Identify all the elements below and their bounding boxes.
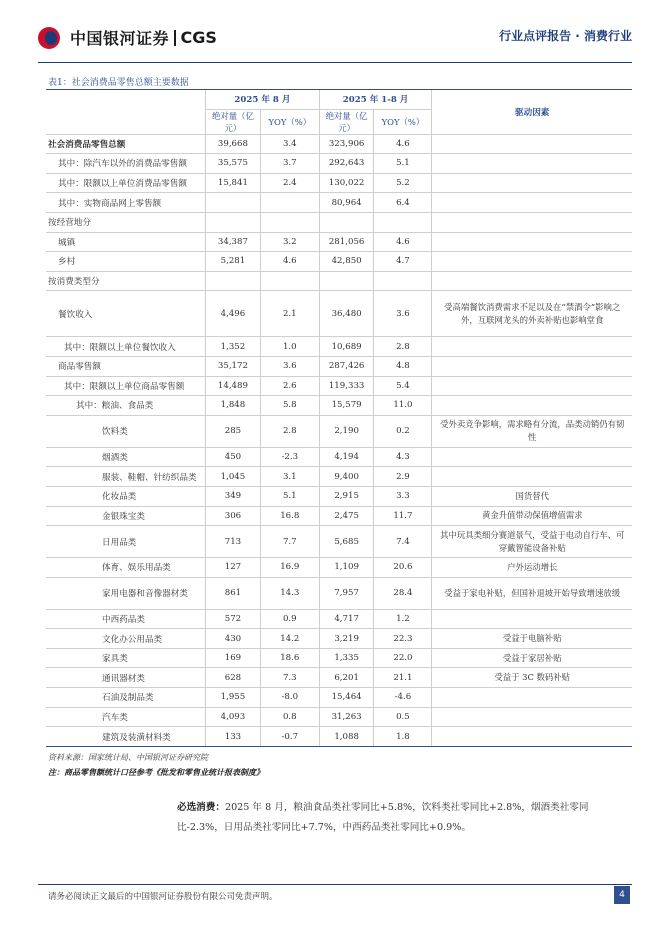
table-row [46, 212, 632, 232]
cell-aug-yoy: 4.6 [260, 252, 319, 272]
table-row [46, 558, 632, 578]
row-label: 商品零售额 [46, 356, 206, 376]
logo-chinese-name: 中国银河证券 [70, 29, 170, 48]
cell-ytd-yoy: 4.8 [374, 356, 432, 376]
cell-driver: 受外卖竞争影响，需求略有分流，品类动销仍有韧性 [432, 415, 632, 447]
row-label: 文化办公用品类 [46, 629, 206, 649]
cell-ytd-abs: 15,579 [319, 396, 374, 416]
cell-aug-yoy: 5.1 [260, 486, 319, 506]
cell-aug-abs: 628 [206, 668, 261, 688]
cell-ytd-abs: 15,464 [319, 688, 374, 708]
cell-aug-abs: 349 [206, 486, 261, 506]
cell-driver [432, 271, 632, 291]
cell-ytd-yoy: -4.6 [374, 688, 432, 708]
cell-driver [432, 252, 632, 272]
logo-mark-icon [38, 27, 64, 49]
cell-ytd-yoy: 22.0 [374, 648, 432, 668]
cell-driver [432, 356, 632, 376]
cell-aug-yoy: 14.3 [260, 577, 319, 609]
cell-ytd-abs: 7,957 [319, 577, 374, 609]
cell-aug-yoy: 2.8 [260, 415, 319, 447]
cell-aug-yoy: 5.8 [260, 396, 319, 416]
row-label: 金银珠宝类 [46, 506, 206, 526]
cell-aug-abs: 133 [206, 727, 261, 747]
cell-ytd-yoy: 0.2 [374, 415, 432, 447]
row-label: 其中：限额以上单位商品零售额 [46, 376, 206, 396]
cell-ytd-yoy: 4.3 [374, 447, 432, 467]
cell-aug-abs: 4,496 [206, 291, 261, 337]
cell-aug-abs: 1,352 [206, 337, 261, 357]
header-group-aug: 2025 年 8 月 [206, 90, 320, 110]
table-row [46, 707, 632, 727]
cell-aug-yoy: 1.0 [260, 337, 319, 357]
cell-aug-yoy: 7.7 [260, 526, 319, 558]
cell-ytd-yoy: 2.8 [374, 337, 432, 357]
cell-aug-yoy: 2.1 [260, 291, 319, 337]
cell-ytd-abs: 6,201 [319, 668, 374, 688]
cell-ytd-abs: 1,109 [319, 558, 374, 578]
subheader-abs: 绝对量（亿元） [206, 109, 261, 134]
footer-disclaimer: 请务必阅读正文最后的中国银河证券股份有限公司免责声明。 [48, 892, 278, 902]
cell-aug-abs: 127 [206, 558, 261, 578]
cell-ytd-yoy: 20.6 [374, 558, 432, 578]
cell-aug-abs: 430 [206, 629, 261, 649]
cell-ytd-abs: 2,475 [319, 506, 374, 526]
row-label: 乡村 [46, 252, 206, 272]
cell-ytd-yoy: 5.4 [374, 376, 432, 396]
cell-ytd-yoy: 2.9 [374, 467, 432, 487]
row-label: 通讯器材类 [46, 668, 206, 688]
cell-ytd-yoy: 4.6 [374, 232, 432, 252]
table-caption: 表1：社会消费品零售总额主要数据 [48, 78, 189, 88]
header-driver: 驱动因素 [432, 90, 632, 135]
cell-aug-yoy: 2.6 [260, 376, 319, 396]
table-row [46, 629, 632, 649]
cell-aug-abs: 1,848 [206, 396, 261, 416]
row-label: 烟酒类 [46, 447, 206, 467]
cell-ytd-abs: 4,717 [319, 609, 374, 629]
logo-separator [174, 30, 176, 46]
cell-driver: 户外运动增长 [432, 558, 632, 578]
table-row [46, 134, 632, 154]
cell-driver [432, 447, 632, 467]
cell-ytd-abs: 130,022 [319, 173, 374, 193]
cell-aug-abs: 861 [206, 577, 261, 609]
cell-aug-abs: 34,387 [206, 232, 261, 252]
cell-driver [432, 727, 632, 747]
retail-sales-table [46, 89, 632, 747]
table-row [46, 526, 632, 558]
cell-ytd-abs [319, 212, 374, 232]
cell-aug-abs: 1,955 [206, 688, 261, 708]
page-number: 4 [614, 886, 630, 904]
table-row [46, 396, 632, 416]
table-header-row [46, 90, 632, 110]
page-header [0, 0, 662, 72]
cell-ytd-yoy: 22.3 [374, 629, 432, 649]
row-label: 日用品类 [46, 526, 206, 558]
cell-ytd-yoy [374, 212, 432, 232]
cell-ytd-yoy: 4.7 [374, 252, 432, 272]
table-row [46, 252, 632, 272]
data-source: 资料来源：国家统计局、中国银河证券研究院 [48, 753, 208, 762]
cell-driver: 受益于电脑补贴 [432, 629, 632, 649]
table-row [46, 506, 632, 526]
cell-aug-yoy: 2.4 [260, 173, 319, 193]
cell-driver [432, 173, 632, 193]
cell-ytd-yoy: 1.8 [374, 727, 432, 747]
cell-ytd-yoy [374, 271, 432, 291]
cell-driver: 其中玩具类细分赛道景气，受益于电动自行车、可穿戴智能设备补贴 [432, 526, 632, 558]
cell-ytd-yoy: 21.1 [374, 668, 432, 688]
subheader-yoy: YOY（%） [260, 109, 319, 134]
table-row [46, 486, 632, 506]
cell-driver [432, 232, 632, 252]
cell-aug-yoy: 3.2 [260, 232, 319, 252]
cell-ytd-abs: 1,335 [319, 648, 374, 668]
cell-ytd-yoy: 28.4 [374, 577, 432, 609]
cell-ytd-abs: 281,056 [319, 232, 374, 252]
cell-ytd-abs: 10,689 [319, 337, 374, 357]
cell-aug-yoy: -2.3 [260, 447, 319, 467]
table-row [46, 467, 632, 487]
table-body [46, 134, 632, 746]
cell-aug-yoy [260, 212, 319, 232]
cell-ytd-yoy: 11.7 [374, 506, 432, 526]
table-row [46, 447, 632, 467]
paragraph-text: 2025 年 8 月，粮油食品类社零同比+5.8%，饮料类社零同比+2.8%，烟酒类社零同比-2.3%，日用品类社零同比+7.7%，中西药品类社零同比+0.9%。 [177, 802, 589, 833]
cell-aug-abs: 35,172 [206, 356, 261, 376]
cell-ytd-abs: 287,426 [319, 356, 374, 376]
header-divider [38, 62, 632, 63]
cell-ytd-abs: 31,263 [319, 707, 374, 727]
cell-aug-yoy: 0.9 [260, 609, 319, 629]
table-row [46, 727, 632, 747]
cell-ytd-yoy: 3.6 [374, 291, 432, 337]
cell-aug-abs: 285 [206, 415, 261, 447]
cell-ytd-abs: 119,333 [319, 376, 374, 396]
subheader-abs: 绝对量（亿元） [319, 109, 374, 134]
row-label: 石油及制品类 [46, 688, 206, 708]
table-row [46, 291, 632, 337]
cell-aug-yoy: 0.8 [260, 707, 319, 727]
cell-ytd-yoy: 1.2 [374, 609, 432, 629]
cell-ytd-yoy: 4.6 [374, 134, 432, 154]
cell-aug-yoy: 14.2 [260, 629, 319, 649]
row-label: 中西药品类 [46, 609, 206, 629]
cell-aug-abs: 572 [206, 609, 261, 629]
table-row [46, 648, 632, 668]
table-row [46, 356, 632, 376]
cell-driver [432, 467, 632, 487]
cell-aug-yoy: -8.0 [260, 688, 319, 708]
cell-aug-abs [206, 212, 261, 232]
cell-driver [432, 154, 632, 174]
cell-aug-yoy: 3.1 [260, 467, 319, 487]
row-label: 化妆品类 [46, 486, 206, 506]
cell-ytd-abs: 42,850 [319, 252, 374, 272]
row-label: 家用电器和音像器材类 [46, 577, 206, 609]
cell-driver: 受益于家居补贴 [432, 648, 632, 668]
cell-aug-yoy: 3.6 [260, 356, 319, 376]
cell-ytd-abs: 9,400 [319, 467, 374, 487]
cell-aug-yoy: 16.8 [260, 506, 319, 526]
cell-aug-yoy: 7.3 [260, 668, 319, 688]
table-row [46, 154, 632, 174]
cell-driver [432, 212, 632, 232]
cell-aug-abs: 14,489 [206, 376, 261, 396]
cell-aug-yoy: 18.6 [260, 648, 319, 668]
table-row [46, 668, 632, 688]
cell-ytd-yoy: 6.4 [374, 193, 432, 213]
cell-aug-abs: 1,045 [206, 467, 261, 487]
cell-ytd-abs [319, 271, 374, 291]
row-label: 服装、鞋帽、针纺织品类 [46, 467, 206, 487]
cell-ytd-abs: 80,964 [319, 193, 374, 213]
cell-ytd-abs: 5,685 [319, 526, 374, 558]
cell-aug-yoy [260, 271, 319, 291]
cell-driver: 国货替代 [432, 486, 632, 506]
cell-ytd-abs: 292,643 [319, 154, 374, 174]
cell-ytd-yoy: 0.5 [374, 707, 432, 727]
cell-driver: 受益于家电补贴，但国补退坡开始导致增速放缓 [432, 577, 632, 609]
row-label: 饮料类 [46, 415, 206, 447]
cell-ytd-yoy: 3.3 [374, 486, 432, 506]
row-label: 餐饮收入 [46, 291, 206, 337]
cell-aug-abs: 713 [206, 526, 261, 558]
paragraph-lead: 必选消费： [177, 802, 225, 813]
cell-driver [432, 688, 632, 708]
cell-driver: 受高端餐饮消费需求不足以及在“禁酒令”影响之外，互联网龙头的外卖补贴也影响堂食 [432, 291, 632, 337]
cell-ytd-abs: 2,190 [319, 415, 374, 447]
cell-ytd-abs: 1,088 [319, 727, 374, 747]
row-label: 社会消费品零售总额 [46, 134, 206, 154]
cell-ytd-abs: 323,906 [319, 134, 374, 154]
cell-aug-yoy: 3.7 [260, 154, 319, 174]
cell-aug-yoy: 16.9 [260, 558, 319, 578]
cell-ytd-abs: 3,219 [319, 629, 374, 649]
footer-divider [38, 884, 632, 885]
table-row [46, 415, 632, 447]
row-label: 按经营地分 [46, 212, 206, 232]
cell-driver [432, 376, 632, 396]
row-label: 其中：粮油、食品类 [46, 396, 206, 416]
row-label: 其中：实物商品网上零售额 [46, 193, 206, 213]
row-label: 其中：除汽车以外的消费品零售额 [46, 154, 206, 174]
table-row [46, 271, 632, 291]
row-label: 其中：限额以上单位餐饮收入 [46, 337, 206, 357]
table-row [46, 609, 632, 629]
cell-aug-abs: 450 [206, 447, 261, 467]
cell-aug-abs: 15,841 [206, 173, 261, 193]
table-row [46, 173, 632, 193]
cell-driver [432, 134, 632, 154]
row-label: 家具类 [46, 648, 206, 668]
cell-aug-abs: 169 [206, 648, 261, 668]
cell-aug-abs [206, 271, 261, 291]
cell-driver [432, 609, 632, 629]
cell-driver [432, 396, 632, 416]
cell-ytd-yoy: 5.1 [374, 154, 432, 174]
cell-ytd-abs: 2,915 [319, 486, 374, 506]
row-label: 其中：限额以上单位消费品零售额 [46, 173, 206, 193]
subheader-yoy: YOY（%） [374, 109, 432, 134]
cell-aug-abs: 4,093 [206, 707, 261, 727]
cell-aug-abs: 5,281 [206, 252, 261, 272]
table-row [46, 193, 632, 213]
row-label: 按消费类型分 [46, 271, 206, 291]
cell-aug-abs: 35,575 [206, 154, 261, 174]
company-logo [38, 26, 217, 49]
table-row [46, 688, 632, 708]
body-paragraph [177, 798, 629, 838]
table-note: 注：商品零售额统计口径参考《批发和零售业统计报表制度》 [48, 767, 264, 777]
cell-driver: 黄金升值带动保值增值需求 [432, 506, 632, 526]
table-row [46, 232, 632, 252]
cell-aug-yoy: 3.4 [260, 134, 319, 154]
report-type: 行业点评报告 · 消费行业 [499, 29, 632, 43]
cell-ytd-yoy: 7.4 [374, 526, 432, 558]
logo-english-name: CGS [180, 28, 217, 47]
cell-driver [432, 707, 632, 727]
header-blank [46, 90, 206, 135]
cell-aug-yoy [260, 193, 319, 213]
cell-ytd-abs: 4,194 [319, 447, 374, 467]
cell-driver: 受益于 3C 数码补贴 [432, 668, 632, 688]
row-label: 建筑及装潢材料类 [46, 727, 206, 747]
cell-aug-yoy: -0.7 [260, 727, 319, 747]
table-row [46, 577, 632, 609]
cell-driver [432, 337, 632, 357]
table-row [46, 337, 632, 357]
row-label: 城镇 [46, 232, 206, 252]
cell-aug-abs [206, 193, 261, 213]
table-row [46, 376, 632, 396]
cell-ytd-abs: 36,480 [319, 291, 374, 337]
cell-aug-abs: 39,668 [206, 134, 261, 154]
cell-aug-abs: 306 [206, 506, 261, 526]
header-group-ytd: 2025 年 1-8 月 [319, 90, 432, 110]
row-label: 体育、娱乐用品类 [46, 558, 206, 578]
row-label: 汽车类 [46, 707, 206, 727]
cell-ytd-yoy: 11.0 [374, 396, 432, 416]
cell-ytd-yoy: 5.2 [374, 173, 432, 193]
cell-driver [432, 193, 632, 213]
